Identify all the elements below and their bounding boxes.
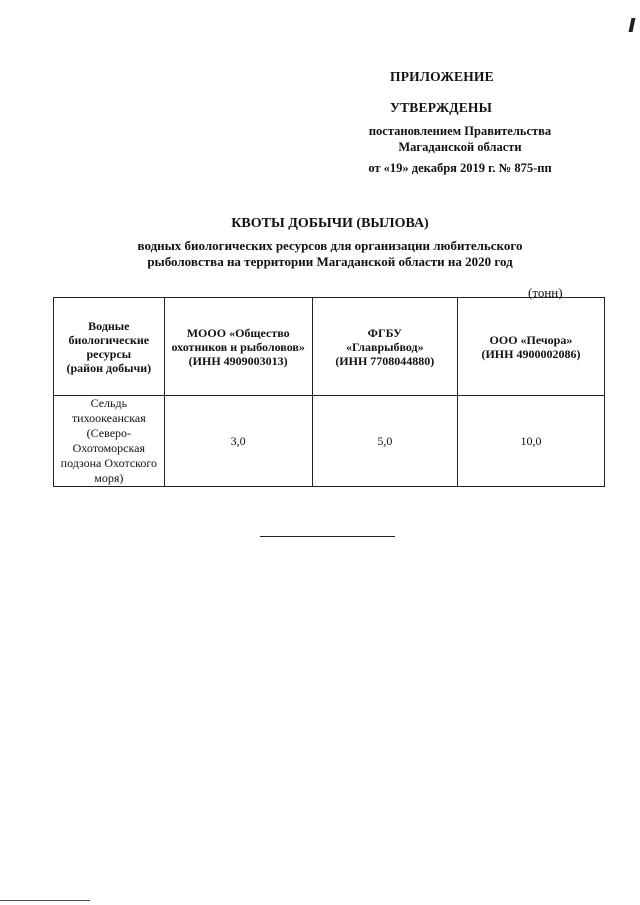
header-org-ooo — [457, 298, 604, 396]
unit-label: (тонн) — [528, 285, 563, 300]
subtitle-line-2: рыболовства на территории Магаданской области на 2020 год — [147, 254, 513, 269]
header-line: (район добычи) — [66, 360, 152, 375]
appendix-heading: ПРИЛОЖЕНИЕ — [390, 69, 494, 84]
header-line: (ИНН 7708044880) — [335, 353, 435, 368]
document-title: КВОТЫ ДОБЫЧИ (ВЫЛОВА) — [231, 216, 429, 231]
approved-heading: УТВЕРЖДЕНЫ — [390, 100, 493, 115]
table-row — [54, 396, 605, 487]
cell-resource — [54, 396, 165, 487]
header-line: охотников и рыболовов» — [171, 339, 305, 354]
header-org-fgbu — [312, 298, 457, 396]
header-resources — [54, 298, 165, 396]
header-line: МООО «Общество — [186, 325, 290, 340]
cell-quota-mooo: 3,0 — [164, 396, 312, 487]
resource-line: тихоокеанская — [71, 411, 146, 425]
resource-line: (Северо- — [86, 426, 132, 440]
scan-edge-line — [0, 900, 90, 901]
header-line: биологические — [68, 332, 150, 347]
header-line: Водные — [88, 318, 130, 333]
header-line: «Главрыбвод» — [345, 339, 424, 354]
header-line: ФГБУ — [367, 325, 402, 340]
resolution-date: от «19» декабря 2019 г. № 875-пп — [368, 161, 552, 175]
resolution-line-1: постановлением Правительства — [368, 124, 552, 138]
resource-line: моря) — [94, 471, 124, 485]
resolution-reference — [335, 123, 585, 155]
header-line: ООО «Печора» — [489, 332, 573, 347]
header-line: (ИНН 4909003013) — [188, 353, 288, 368]
margin-mark — [629, 18, 636, 32]
resource-line: Охотоморская — [72, 441, 145, 455]
header-line: ресурсы — [86, 346, 132, 361]
header-org-mooo — [164, 298, 312, 396]
subtitle-line-1: водных биологических ресурсов для организации любительского — [137, 238, 523, 253]
quota-table — [53, 297, 605, 487]
cell-quota-ooo: 10,0 — [457, 396, 604, 487]
resource-line: Сельдь — [90, 396, 128, 410]
resolution-line-2: Магаданской области — [398, 140, 522, 154]
table-header-row — [54, 298, 605, 396]
header-line: (ИНН 4900002086) — [481, 346, 581, 361]
cell-quota-fgbu: 5,0 — [312, 396, 457, 487]
resource-line: подзона Охотского — [60, 456, 157, 470]
signature-divider — [260, 536, 395, 537]
document-subtitle — [92, 238, 568, 270]
